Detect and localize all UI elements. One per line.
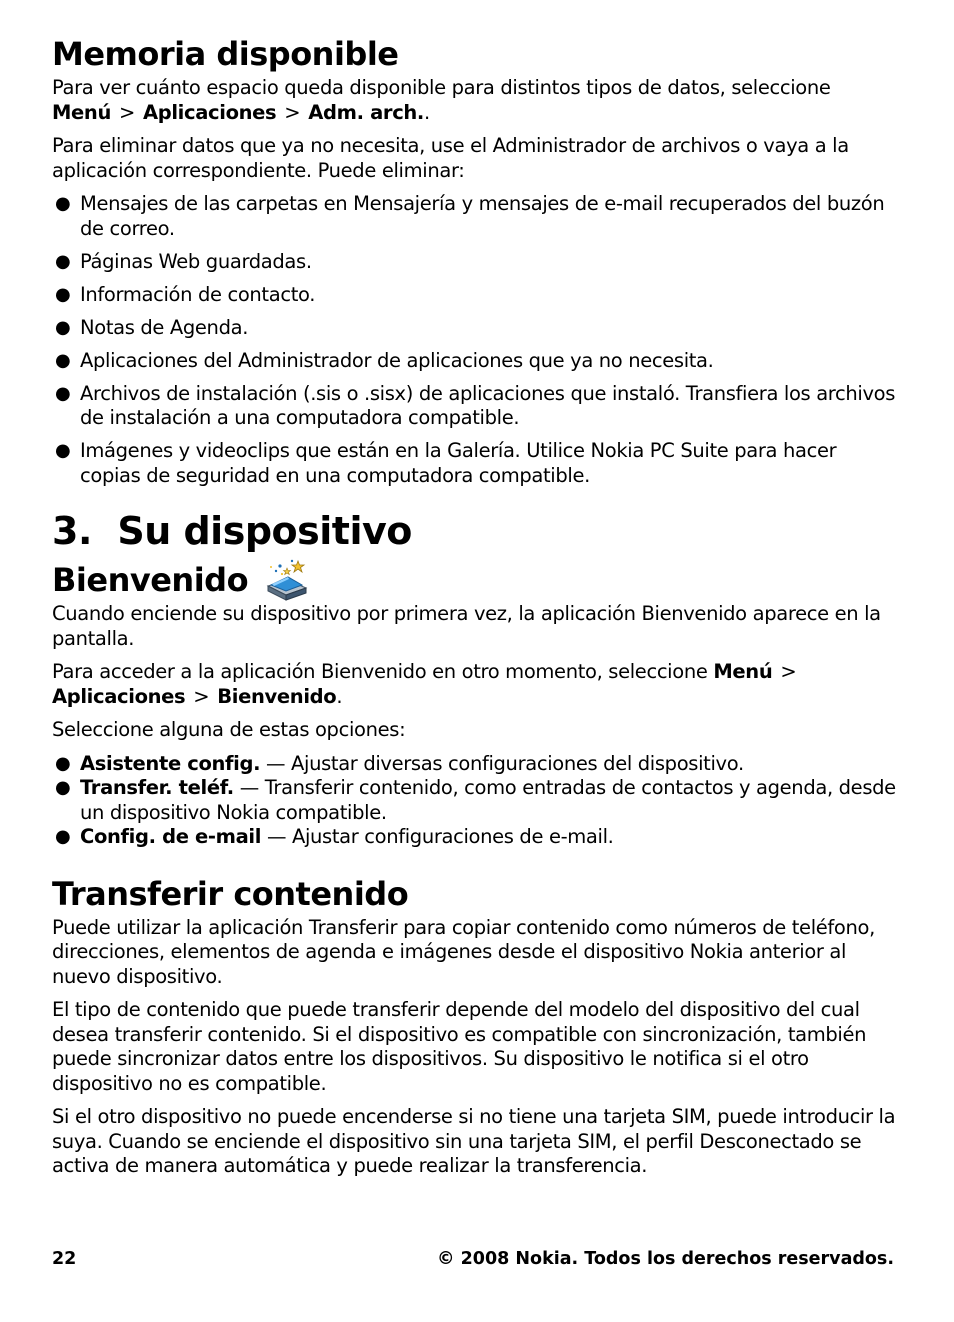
option-label: Config. de e-mail [80,825,262,848]
chapter-title: 3. Su dispositivo [52,509,412,553]
list-opciones [52,752,900,850]
page-footer [52,1249,894,1269]
page-number: 22 [52,1249,77,1269]
bullet-icon: ● [55,826,71,847]
paragraph-text: Para ver cuánto espacio queda disponible para distintos tipos de datos, seleccione [52,76,831,99]
list-item: ● Notas de Agenda. [55,315,249,339]
welcome-app-icon [262,558,310,602]
bullet-icon: ● [55,283,71,305]
menu-path-item: Aplicaciones [143,100,277,124]
path-separator: > [780,660,797,683]
list-item: ● Asistente config. — Ajustar diversas configuraciones del dispositivo. [55,751,744,775]
bullet-icon: ● [55,777,71,798]
copyright-notice: © 2008 Nokia. Todos los derechos reservados. [437,1249,894,1269]
paragraph-bienvenido-3: Seleccione alguna de estas opciones: [52,718,406,741]
list-item: ● Mensajes de las carpetas en Mensajería y mensajes de e-mail recuperados del buzón de correo. [55,192,885,240]
path-separator: > [193,684,210,708]
list-item: ● Transfer. teléf. — Transferir contenido, como entradas de contactos y agenda, desde un dispositivo Nokia compatible. [55,776,896,824]
menu-path-item: Adm. arch. [308,100,424,124]
option-label: Asistente config. [80,751,261,775]
paragraph-transferir-2: El tipo de contenido que puede transferir depende del modelo del dispositivo del cual desea transferir contenido. Si el dispositivo es compatible con sincronización, también puede sincronizar datos entre los dispositivos. Su dispositivo le notifica si el otro dispositivo no es compatible. [52,998,867,1095]
bullet-icon: ● [55,193,71,214]
menu-path-item: Aplicaciones [52,684,186,708]
section-title-bienvenido: Bienvenido [52,561,249,599]
bullet-icon: ● [55,349,71,371]
list-item: ● Información de contacto. [55,282,316,306]
bullet-icon: ● [55,752,71,774]
paragraph-transferir-3: Si el otro dispositivo no puede encenderse si no tiene una tarjeta SIM, puede introducir la suya. Cuando se enciende el dispositivo sin una tarjeta SIM, el perfil Desconectado se activa de manera automática y puede realizar la transferencia. [52,1105,896,1177]
list-item: ● Páginas Web guardadas. [55,249,312,273]
welcome-heading [52,558,900,602]
list-item: ● Archivos de instalación (.sis o .sisx) de aplicaciones que instaló. Transfiera los archivos de instalación a una computadora compatible. [55,381,896,429]
paragraph-bienvenido-1: Cuando enciende su dispositivo por primera vez, la aplicación Bienvenido aparece en la pantalla. [52,602,881,650]
section-title-transferir: Transferir contenido [52,874,409,913]
menu-path-item: Bienvenido [217,684,337,708]
list-item: ● Config. de e-mail — Ajustar configuraciones de e-mail. [55,825,614,848]
list-item: ● Aplicaciones del Administrador de aplicaciones que ya no necesita. [55,348,714,372]
section-title-memoria: Memoria disponible [52,35,399,73]
paragraph-bienvenido-2: Para acceder a la aplicación Bienvenido en otro momento, seleccione Menú > Aplicaciones > Bienvenido. [52,660,900,709]
path-separator: > [284,100,301,124]
bullet-icon: ● [55,250,71,272]
list-item: ● Imágenes y videoclips que están en la Galería. Utilice Nokia PC Suite para hacer copias de seguridad en una computadora compatible. [55,439,837,487]
list-eliminar [52,192,900,488]
paragraph-memoria-eliminar: Para eliminar datos que ya no necesita, use el Administrador de archivos o vaya a la aplicación correspondiente. Puede eliminar: [52,134,849,182]
bullet-icon: ● [55,316,71,338]
menu-path-item: Menú [52,100,111,124]
menu-path-item: Menú [713,660,773,683]
path-separator: > [119,100,135,124]
paragraph-transferir-1: Puede utilizar la aplicación Transferir para copiar contenido como números de teléfono, direcciones, elementos de agenda e imágenes desde el dispositivo Nokia anterior al nuevo dispositivo. [52,915,875,988]
option-label: Transfer. teléf. [80,776,234,799]
paragraph-memoria-intro [52,76,900,125]
paragraph-end: . [424,100,430,124]
page-content [52,34,900,1188]
bullet-icon: ● [55,440,71,461]
bullet-icon: ● [55,382,71,404]
